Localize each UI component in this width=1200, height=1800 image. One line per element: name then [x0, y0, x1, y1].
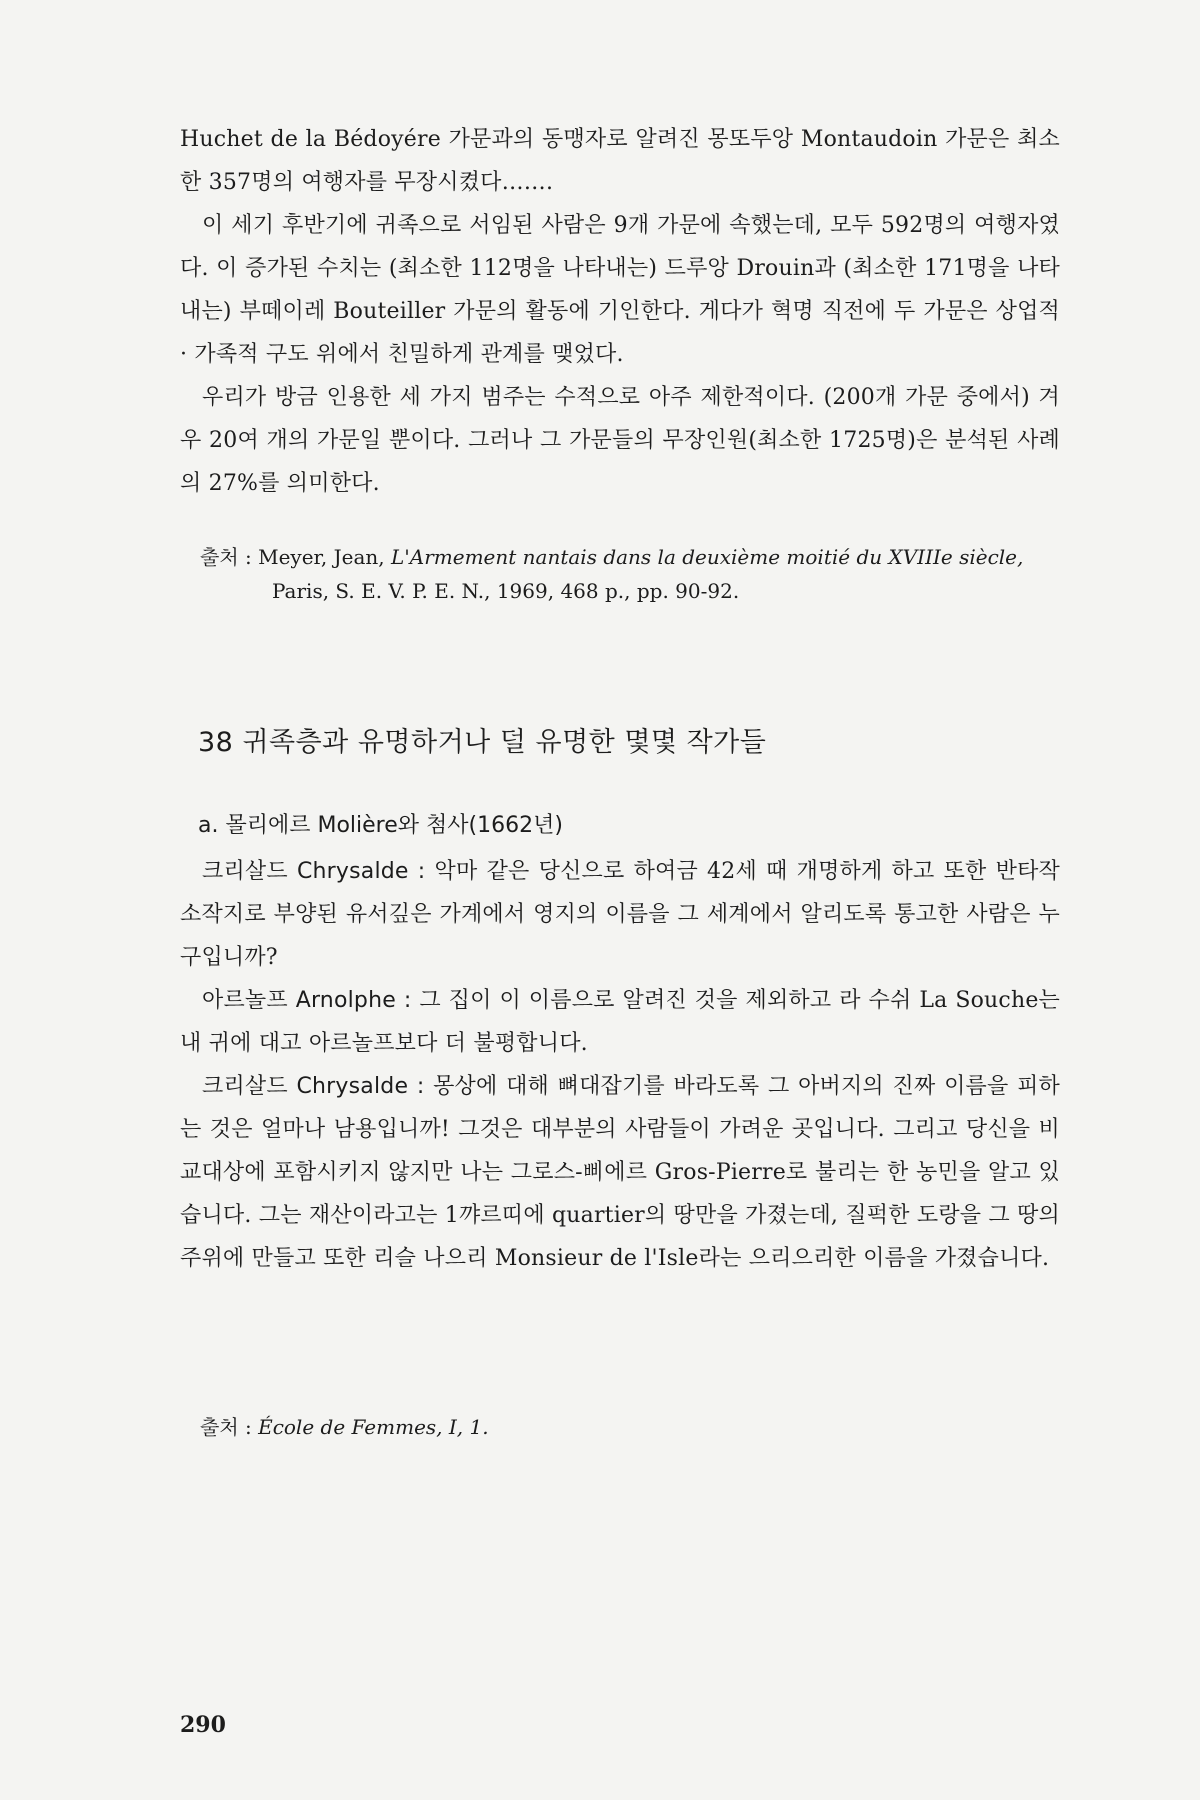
source-title: École de Femmes [258, 1415, 437, 1439]
speaker-name: 아르놀프 Arnolphe : [202, 988, 420, 1013]
speaker-name: 크리살드 Chrysalde : [202, 859, 435, 884]
dialogue-text: 몽상에 대해 뼈대잡기를 바라도록 그 아버지의 진짜 이름을 피하는 것은 얼마나 남용입니까! 그것은 대부분의 사람들이 가려운 곳입니다. 그리고 당신을 비교대상에 포함시키지 않지만 나는 그로스-삐에르 Gros-Pierre로 불리는 한 농민을 알고 있습니다. 그는 재산이라고는 1꺄르띠에 quartier의 땅만을 가졌는데, 질퍽한 도랑을 그 땅의 주위에 만들고 또한 리슬 나으리 Monsieur de l'Isle라는 으리으리한 이름을 가졌습니다. [180, 1074, 1060, 1271]
source-label: 출처 : [200, 1415, 259, 1439]
source-label: 출처 : [200, 545, 259, 569]
paragraph-2: 이 세기 후반기에 귀족으로 서임된 사람은 9개 가문에 속했는데, 모두 592명의 여행자였다. 이 증가된 수치는 (최소한 112명을 나타내는) 드루앙 Drouin과 (최소한 171명을 나타내는) 부떼이레 Bouteiller 가문의 활동에 기인한다. 게다가 혁명 직전에 두 가문은 상업적 · 가족적 구도 위에서 친밀하게 관계를 맺었다. [180, 213, 1060, 367]
dialogue-line-1 [180, 850, 1060, 979]
source-details: , I, 1. [436, 1415, 489, 1439]
source-title: L'Armement nantais dans la deuxième moitié du XVIIIe siècle, [391, 545, 1024, 569]
paragraph-1: Huchet de la Bédoyére 가문과의 동맹자로 알려진 몽또두앙 Montaudoin 가문은 최소한 357명의 여행자를 무장시켰다……. [180, 127, 1060, 195]
dialogue-line-2 [180, 979, 1060, 1065]
paragraph-3: 우리가 방금 인용한 세 가지 범주는 수적으로 아주 제한적이다. (200개 가문 중에서) 겨우 20여 개의 가문일 뿐이다. 그러나 그 가문들의 무장인원(최소한 1725명)은 분석된 사례의 27%를 의미한다. [180, 385, 1060, 496]
page-number: 290 [180, 1712, 226, 1738]
speaker-name: 크리살드 Chrysalde : [202, 1074, 434, 1099]
dialogue-text: 그 집이 이 이름으로 알려진 것을 제외하고 라 수쉬 La Souche는 내 귀에 대고 아르놀프보다 더 불평합니다. [180, 988, 1060, 1056]
source-details: Paris, S. E. V. P. E. N., 1969, 468 p., pp. 90-92. [272, 579, 740, 603]
dialogue-text: 악마 같은 당신으로 하여금 42세 때 개명하게 하고 또한 반타작 소작지로 부양된 유서깊은 가계에서 영지의 이름을 그 세계에서 알리도록 통고한 사람은 누구입니까? [180, 859, 1060, 970]
section-subheading: a. 몰리에르 Molière와 첨사(1662년) [198, 813, 563, 838]
dialogue-line-3 [180, 1065, 1060, 1280]
source-citation-2 [200, 1410, 1060, 1444]
section-heading: 38 귀족층과 유명하거나 덜 유명한 몇몇 작가들 [198, 727, 767, 758]
source-citation-1 [200, 540, 1060, 608]
source-author: Meyer, Jean, [258, 545, 391, 569]
